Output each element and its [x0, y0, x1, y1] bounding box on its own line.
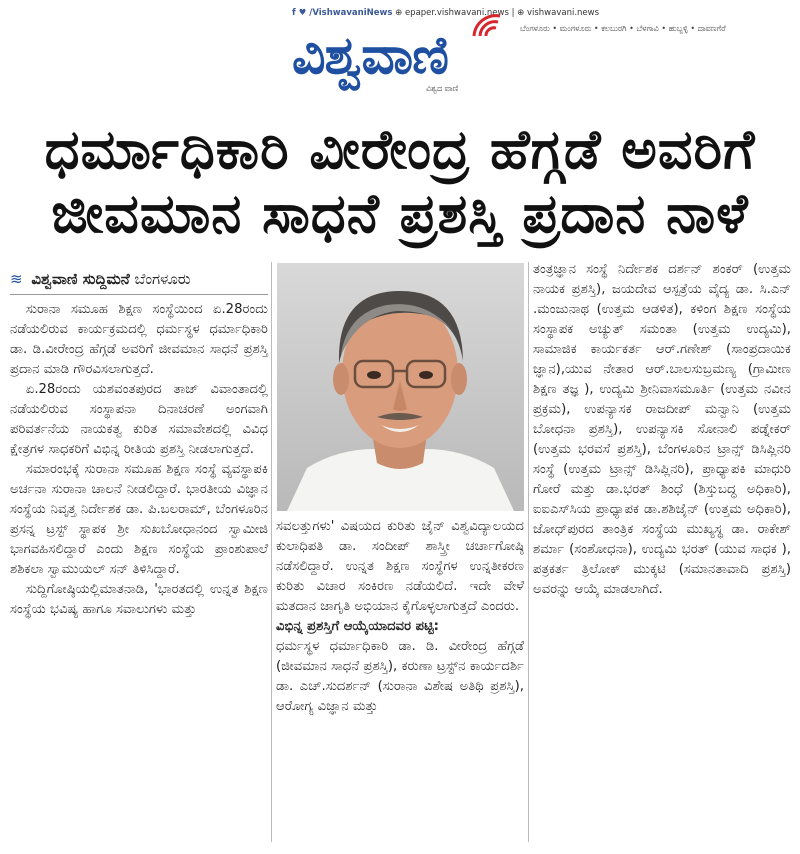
paragraph: ತಂತ್ರಜ್ಞಾನ ಸಂಸ್ಥೆ ನಿರ್ದೇಶಕ ದರ್ಶನ್ ಶಂಕರ್ (ಉತ್ತಮ ನಾಯಕ ಪ್ರಶಸ್ತಿ), ಜಯದೇವ ಆಸ್ಪತ್ರೆಯ ವೈದ್ಯ ಡಾ. ಸಿ.ಎನ್ .ಮಂಜುನಾಥ (ಉತ್ತಮ ಆಡಳಿತ), ಕಳಿಂಗ ಶಿಕ್ಷಣ ಸಂಸ್ಥೆಯ ಸಂಸ್ಥಾಪಕ ಅಚ್ಯುತ್ ಸಮಂತಾ (ಉತ್ತಮ ಉದ್ಯಮಿ), ಸಾಮಾಜಿಕ ಕಾರ್ಯಕರ್ತ ಆರ್.ಗಣೇಶ್ (ಸಾಂಪ್ರದಾಯಿಕ ಜ್ಞಾನ),ಯುವ ನೇತಾರ ಆರ್.ಬಾಲಸುಬ್ರಮಣ್ಯ (ಗ್ರಾಮೀಣ ಶಿಕ್ಷಣ ತಜ್ಞ ), ಉದ್ಯಮಿ ಶ್ರೀನಿವಾಸಮೂರ್ತಿ (ಉತ್ತಮ ನವೀನ ಪ್ರಕ್ರಮ), ಉಪನ್ಯಾಸಕ ರಾಜದೀಪ್ ಮನ್ವಾನಿ (ಉತ್ತಮ ಬೋಧನಾ ಪ್ರಶಸ್ತಿ), ಉಪನ್ಯಾಸಕಿ ಸೋನಾಲಿ ಪಡ್ನೇಕರ್ (ಉತ್ತಮ ಭರವಸೆ ಪ್ರಶಸ್ತಿ), ಬೆಂಗಳೂರಿನ ಟ್ರಾನ್ಸ್ ಡಿಸಿಪ್ಲಿನರಿ ಸಂಸ್ಥೆ (ಉತ್ತಮ ಟ್ರಾನ್ಸ್ ಡಿಸಿಪ್ಲಿನರಿ), ಪ್ರಾಧ್ಯಾಪಕಿ ಮಾಧುರಿ ಗೋರೆ ಮತ್ತು ಡಾ.ಭರತ್ ಶಿಂಧೆ (ಶಿಸ್ತುಬದ್ಧ ಅಧಿಕಾರಿ), ಐಐಎಸ್‌ಸಿಯ ಪ್ರಾಧ್ಯಾಪಕ ಡಾ.ಶಶಿಜೈನ್ (ಉತ್ತಮ ಅಧಿಕಾರಿ), ಜೋಧ್‌ಪುರದ ತಾಂತ್ರಿಕ ಸಂಸ್ಥೆಯ ಮುಖ್ಯಸ್ಥ ಡಾ. ರಾಕೇಶ್ ಶರ್ಮಾ (ಸಂಶೋಧನಾ), ಉದ್ಯಮಿ ಭರತ್ (ಯುವ ಸಾಧಕ ), ಪತ್ರಕರ್ತ ತ್ರಿಲೋಕ್ ಮುಕ್ಕಟಿ (ಸಮಾನತಾವಾದಿ ಪ್ರಶಸ್ತಿ) ಅವರನ್ನು ಆಯ್ಕೆ ಮಾಡಲಾಗಿದೆ. — [533, 262, 791, 597]
wifi-icon: ≋ — [10, 270, 23, 288]
paragraph: ಸಮಾರಂಭಕ್ಕೆ ಸುರಾನಾ ಸಮೂಹ ಶಿಕ್ಷಣ ಸಂಸ್ಥೆ ವ್ಯವಸ್ಥಾಪಕಿ ಅರ್ಚನಾ ಸುರಾನಾ ಚಾಲನೆ ನೀಡಲಿದ್ದಾರೆ. ಭಾರತೀಯ ವಿಜ್ಞಾನ ಸಂಸ್ಥೆಯ ನಿವೃತ್ತ ನಿರ್ದೇಶಕ ಡಾ. ಪಿ.ಬಲರಾಮ್, ಬೆಂಗಳೂರಿನ ಪ್ರಸನ್ನ ಟ್ರಸ್ಟ್ ಸ್ಥಾಪಕ ಶ್ರೀ ಸುಖಬೋಧಾನಂದ ಸ್ವಾಮೀಜಿ ಭಾಗವಹಿಸಲಿದ್ದಾರೆ ಎಂದು ಶಿಕ್ಷಣ ಸಂಸ್ಥೆಯ ಪ್ರಾಂಶುಪಾಲೆ ಶಶಿಕಲಾ ಸ್ವಾಮುಯಲ್ ಸನ್ ತಿಳಿಸಿದ್ದಾರೆ. — [10, 462, 268, 577]
masthead — [0, 0, 800, 100]
paragraph: ಏ.28ರಂದು ಯಶವಂತಪುರದ ತಾಜ್ ವಿವಾಂತಾದಲ್ಲಿ ನಡೆಯಲಿರುವ ಸಂಸ್ಥಾಪನಾ ದಿನಾಚರಣೆ ಅಂಗವಾಗಿ ಪರಿವರ್ತನೆಯ ನಾಯಕತ್ವ ಕುರಿತ ಸಮಾವೇಶದಲ್ಲಿ ವಿವಿಧ ಕ್ಷೇತ್ರಗಳ ಸಾಧಕರಿಗೆ ವಿಭಿನ್ನ ರೀತಿಯ ಪ್ರಶಸ್ತಿ ನೀಡಲಾಗುತ್ತದೆ. — [10, 382, 268, 457]
column-divider — [271, 262, 272, 842]
headline — [0, 118, 800, 246]
website-links: ⊕ epaper.vishwavani.news | ⊕ vishwavani.news — [395, 8, 600, 18]
byline-divider — [10, 294, 268, 295]
article-column-3 — [533, 260, 791, 600]
newspaper-logo: ವಿಶ್ವವಾಣಿ — [292, 26, 448, 86]
portrait-illustration — [277, 263, 524, 511]
byline — [10, 270, 191, 288]
paragraph: ಧರ್ಮಸ್ಥಳ ಧರ್ಮಾಧಿಕಾರಿ ಡಾ. ಡಿ. ವೀರೇಂದ್ರ ಹೆಗ್ಗಡೆ (ಜೀವಮಾನ ಸಾಧನೆ ಪ್ರಶಸ್ತಿ), ಕರುಣಾ ಟ್ರಸ್ಟ್‌ನ ಕಾರ್ಯದರ್ಶಿ ಡಾ. ಎಚ್.ಸುದರ್ಶನ್ (ಸುರಾನಾ ವಿಶೇಷ ಅತಿಥಿ ಪ್ರಶಸ್ತಿ), ಆರೋಗ್ಯ ವಿಜ್ಞಾನ ಮತ್ತು — [276, 639, 524, 714]
masthead-social-line — [292, 8, 599, 18]
edition-cities: ಬೆಂಗಳೂರು • ಮಂಗಳೂರು • ಕಲಬುರಗಿ • ಬೆಳಗಾವಿ • ಹುಬ್ಬಳ್ಳಿ • ದಾವಣಗೆರೆ — [520, 24, 726, 33]
paragraph: ಸುದ್ದಿಗೋಷ್ಠಿಯಲ್ಲಿಮಾತನಾಡಿ, 'ಭಾರತದಲ್ಲಿ ಉನ್ನತ ಶಿಕ್ಷಣ ಸಂಸ್ಥೆಯ ಭವಿಷ್ಯ ಹಾಗೂ ಸವಾಲುಗಳು ಮತ್ತು — [10, 582, 268, 617]
byline-brand: ವಿಶ್ವವಾಣಿ ಸುದ್ದಿಮನೆ — [31, 270, 130, 288]
subhead: ವಿಭಿನ್ನ ಪ್ರಶಸ್ತಿಗೆ ಆಯ್ಕೆಯಾದವರ ಪಟ್ಟಿ: — [276, 619, 439, 634]
social-handle: f ♥ /VishwavaniNews — [292, 8, 393, 18]
logo-tagline: ವಿಶ್ವದ ವಾಣಿ — [426, 84, 459, 93]
paragraph: ಸವಲತ್ತುಗಳು' ವಿಷಯದ ಕುರಿತು ಜೈನ್ ವಿಶ್ವವಿದ್ಯಾಲಯದ ಕುಲಾಧಿಪತಿ ಡಾ. ಸಂದೀಪ್ ಶಾಸ್ತ್ರೀ ಚರ್ಚಾಗೋಷ್ಠಿ ನಡೆಸಲಿದ್ದಾರೆ. ಉನ್ನತ ಶಿಕ್ಷಣ ಸಂಸ್ಥೆಗಳ ಉನ್ನತೀಕರಣ ಕುರಿತು ವಿಚಾರ ಸಂಕಿರಣ ನಡೆಯಲಿದೆ. ಇದೇ ವೇಳೆ ಮತದಾನ ಜಾಗೃತಿ ಅಭಿಯಾನ ಕೈಗೊಳ್ಳಲಾಗುತ್ತದೆ ಎಂದರು. — [276, 519, 524, 614]
portrait-photo — [277, 263, 524, 511]
paragraph: ಸುರಾನಾ ಸಮೂಹ ಶಿಕ್ಷಣ ಸಂಸ್ಥೆಯಿಂದ ಏ.28ರಂದು ನಡೆಯಲಿರುವ ಕಾರ್ಯಕ್ರಮದಲ್ಲಿ ಧರ್ಮಸ್ಥಳ ಧರ್ಮಾಧಿಕಾರಿ ಡಾ. ಡಿ.ವೀರೇಂದ್ರ ಹೆಗ್ಗಡೆ ಅವರಿಗೆ ಜೀವಮಾನ ಸಾಧನೆ ಪ್ರಶಸ್ತಿ ಪ್ರದಾನ ಮಾಡಿ ಗೌರವಿಸಲಾಗುತ್ತದೆ. — [10, 302, 268, 377]
article-column-2 — [276, 517, 524, 717]
byline-place: ಬೆಂಗಳೂರು — [134, 270, 191, 288]
headline-line-1: ಧರ್ಮಾಧಿಕಾರಿ ವೀರೇಂದ್ರ ಹೆಗ್ಗಡೆ ಅವರಿಗೆ — [44, 118, 756, 181]
column-divider — [528, 262, 529, 842]
article-column-1 — [10, 300, 268, 620]
signal-icon — [470, 10, 506, 40]
headline-line-2: ಜೀವಮಾನ ಸಾಧನೆ ಪ್ರಶಸ್ತಿ ಪ್ರದಾನ ನಾಳೆ — [51, 182, 749, 245]
